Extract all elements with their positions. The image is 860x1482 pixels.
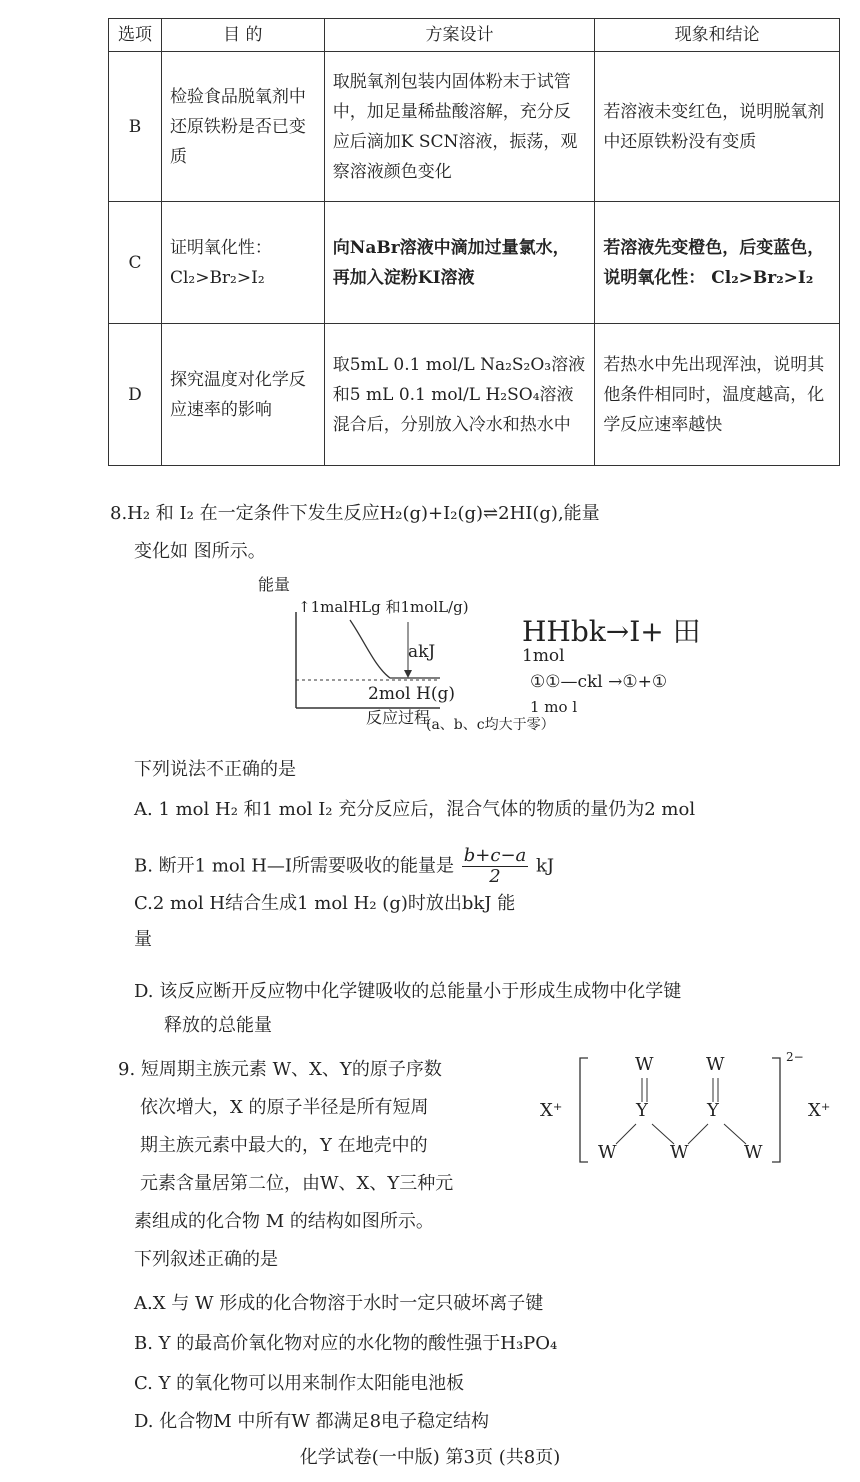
- row-option: C: [109, 202, 162, 324]
- header-option: 选项: [109, 19, 162, 52]
- row-purpose: 探究温度对化学反应速率的影响: [161, 324, 324, 466]
- row-result: 若溶液未变红色，说明脱氧剂中还原铁粉没有变质: [595, 52, 840, 202]
- reactant-label: ↑1malHLg 和1molL/g): [298, 598, 469, 616]
- fraction-denominator: 2: [489, 866, 501, 887]
- bond-row: ①①—ckl →①+①: [530, 672, 668, 692]
- row-result: 若溶液先变橙色，后变蓝色，说明氧化性： Cl₂>Br₂>I₂: [595, 202, 840, 324]
- table-row: [109, 202, 840, 324]
- table-header-row: [109, 19, 840, 52]
- table-row: [109, 52, 840, 202]
- q9-prompt: 下列叙述正确的是: [134, 1249, 278, 1270]
- row-result: 若热水中先出现浑浊，说明其他条件相同时，温度越高，化学反应速率越快: [595, 324, 840, 466]
- akj-label: akJ: [408, 642, 436, 662]
- atom-w: W: [635, 1054, 654, 1075]
- q9-stem-line2: 依次增大，X 的原子半径是所有短周: [140, 1097, 429, 1118]
- header-result: 现象和结论: [595, 19, 840, 52]
- q9-stem-line5: 素组成的化合物 M 的结构如图所示。: [134, 1211, 434, 1232]
- row-design: 向NaBr溶液中滴加过量氯水，再加入淀粉KI溶液: [324, 202, 595, 324]
- q8-option-d-line1: D. 该反应断开反应物中化学键吸收的总能量小于形成生成物中化学键: [134, 981, 682, 1002]
- q8-option-b-fraction: [462, 846, 529, 887]
- atom-w: W: [670, 1142, 689, 1163]
- q8-option-c-line1: C.2 mol H结合生成1 mol H₂ (g)时放出bkJ 能: [134, 893, 516, 914]
- q9-option-a: A.X 与 W 形成的化合物溶于水时一定只破坏离子键: [134, 1293, 544, 1314]
- options-table: [108, 18, 840, 466]
- product-label: 2mol H(g): [368, 684, 455, 704]
- atom-w: W: [744, 1142, 763, 1163]
- q9-stem-line4: 元素含量居第二位，由W、X、Y三种元: [140, 1173, 454, 1194]
- q8-option-a: A. 1 mol H₂ 和1 mol I₂ 充分反应后，混合气体的物质的量仍为2 mol: [134, 799, 696, 820]
- bond-1mol-2: 1 mo l: [530, 698, 578, 716]
- atom-y: Y: [636, 1100, 648, 1121]
- q8-prompt: 下列说法不正确的是: [134, 759, 296, 780]
- q8-option-b: [134, 846, 554, 887]
- row-design: 取脱氧剂包装内固体粉末于试管中，加足量稀盐酸溶解，充分反应后滴加K SCN溶液，振荡，观察溶液颜色变化: [324, 52, 595, 202]
- q8-option-b-unit: kJ: [536, 855, 555, 877]
- header-design: 方案设计: [324, 19, 595, 52]
- q9-option-b: B. Y 的最高价氧化物对应的水化物的酸性强于H₃PO₄: [134, 1333, 558, 1354]
- row-purpose: 证明氧化性：Cl₂>Br₂>I₂: [161, 202, 324, 324]
- process-axis-label: 反应过程: [366, 708, 431, 727]
- header-purpose: 目 的: [161, 19, 324, 52]
- table-row: [109, 324, 840, 466]
- positive-note: (a、b、c均大于零）: [426, 717, 555, 733]
- bond-1mol: 1mol: [522, 646, 565, 666]
- q8-option-d-line2: 释放的总能量: [164, 1015, 272, 1036]
- q9-option-d: D. 化合物M 中所有W 都满足8电子稳定结构: [134, 1411, 490, 1432]
- q8-stem-line2: 变化如 图所示。: [134, 541, 266, 562]
- q8-option-c-line2: 量: [134, 929, 152, 950]
- atom-y: Y: [707, 1100, 719, 1121]
- row-option: D: [109, 324, 162, 466]
- q9-stem-line3: 期主族元素中最大的，Y 在地壳中的: [140, 1135, 428, 1156]
- bond-equation: HHbk→I+ 田: [522, 615, 701, 648]
- q9-option-c: C. Y 的氧化物可以用来制作太阳能电池板: [134, 1373, 465, 1394]
- row-purpose: 检验食品脱氧剂中还原铁粉是否已变质: [161, 52, 324, 202]
- fraction-numerator: b+c−a: [463, 845, 527, 866]
- cation-right: X⁺: [808, 1100, 831, 1121]
- q8-option-b-text: B. 断开1 mol H—I所需要吸收的能量是: [134, 855, 455, 877]
- atom-w: W: [706, 1054, 725, 1075]
- cation-left: X⁺: [540, 1100, 563, 1121]
- q8-stem-line1: 8.H₂ 和 I₂ 在一定条件下发生反应H₂(g)+I₂(g)⇌2HI(g),能量: [110, 503, 600, 524]
- anion-charge: 2−: [786, 1050, 804, 1064]
- row-option: B: [109, 52, 162, 202]
- atom-w: W: [598, 1142, 617, 1163]
- energy-axis-label: 能量: [258, 575, 291, 594]
- q9-stem-line1: 9. 短周期主族元素 W、X、Y的原子序数: [118, 1059, 442, 1080]
- row-design: 取5mL 0.1 mol/L Na₂S₂O₃溶液和5 mL 0.1 mol/L H₂SO₄溶液混合后，分别放入冷水和热水中: [324, 324, 595, 466]
- page-footer: 化学试卷(一中版) 第3页 (共8页): [299, 1447, 561, 1468]
